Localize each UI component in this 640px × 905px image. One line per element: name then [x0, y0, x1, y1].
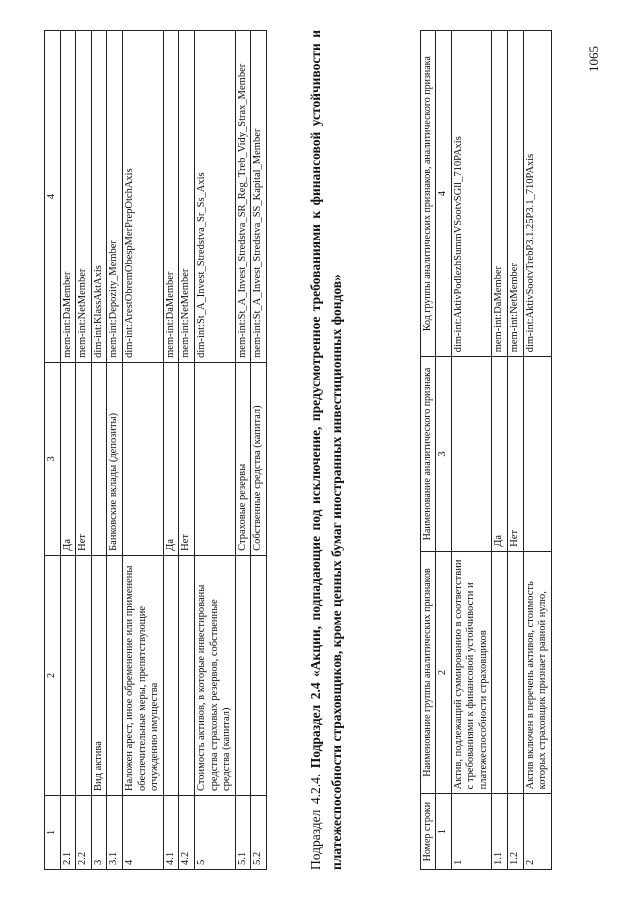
table-cell [107, 555, 123, 795]
table-cell: Вид актива [91, 555, 107, 795]
table-cell: 2 [523, 794, 551, 870]
table-cell: 5.2 [251, 796, 267, 870]
table-cell: Актив включен в перечень активов, стоимость которых страховщик признает равной нулю, [523, 551, 551, 794]
table-header-row [421, 31, 436, 870]
table-cell: dim-int:KlassAktAxis [91, 31, 107, 363]
table-row [507, 31, 523, 870]
column-number-row [436, 31, 452, 870]
table-cell: mem-int:NetMember [179, 31, 195, 363]
table-body [451, 31, 551, 870]
table-cell: Наложен арест, иное обременение или применены обеспечительные меры, препятствующие отчуждению имущества [122, 555, 163, 795]
table-cell [163, 555, 179, 795]
table-cell: Да [60, 362, 76, 555]
table-cell: 3.1 [107, 796, 123, 870]
table-cell: mem-int:Depozity_Member [107, 31, 123, 363]
table-row [60, 31, 76, 870]
header-cell: 3 [45, 362, 61, 555]
table-cell [507, 551, 523, 794]
table-cell [492, 551, 508, 794]
table-row [91, 31, 107, 870]
table-cell [122, 362, 163, 555]
table-cell: Актив, подлежащий суммированию в соответствии с требованиями к финансовой устойчивости и платежеспособности страховщиков [451, 551, 492, 794]
table-cell: 1.1 [492, 794, 508, 870]
table-cell [251, 555, 267, 795]
table-cell: Собственные средства (капитал) [251, 362, 267, 555]
analytic-table-2-4 [420, 30, 552, 870]
table-cell [60, 555, 76, 795]
table-cell: mem-int:NetMember [76, 31, 92, 363]
table-cell: 4 [122, 796, 163, 870]
table-cell [91, 362, 107, 555]
section-heading [306, 30, 348, 870]
table-cell: dim-int:ArestObremObespMerPrepOtchAxis [122, 31, 163, 363]
table-header-row [45, 31, 61, 870]
header-cell: 2 [45, 555, 61, 795]
header-cell: Номер строки [421, 794, 436, 870]
table-cell: Банковские вклады (депозиты) [107, 362, 123, 555]
table-cell: mem-int:NetMember [507, 31, 523, 357]
table-cell: 4.2 [179, 796, 195, 870]
table-body [60, 31, 266, 870]
rotated-content [44, 30, 604, 870]
table-cell: mem-int:St_A_Invest_Stredstva_SS_Kapital_Member [251, 31, 267, 363]
table-cell: dim-int:AktivPodlezhSummVSootvSGll_710PAxis [451, 31, 492, 357]
table-row [76, 31, 92, 870]
table-cell [235, 555, 251, 795]
table-cell: Нет [76, 362, 92, 555]
page-number: 1065 [586, 46, 601, 72]
table-cell: 1.2 [507, 794, 523, 870]
table-cell: Страховые резервы [235, 362, 251, 555]
table-cell: 3 [91, 796, 107, 870]
heading-lead: Подраздел 4.2.4. [308, 773, 323, 870]
table-cell: Да [163, 362, 179, 555]
column-number: 1 [436, 794, 452, 870]
table-cell: Да [492, 357, 508, 551]
column-number: 4 [436, 31, 452, 357]
table-cell: Нет [179, 362, 195, 555]
table-row [163, 31, 179, 870]
table-row [194, 31, 235, 870]
table-cell: mem-int:DaMember [492, 31, 508, 357]
heading-title: Подраздел 2.4 «Акции, подпадающие под исключение, предусмотренное требованиями к финансовой устойчивости и платежеспособности страховщиков, кроме ценных бумаг иностранных инвестиционных фондов» [308, 30, 344, 870]
header-cell: Наименование группы аналитических признаков [421, 551, 436, 794]
table-row [122, 31, 163, 870]
header-cell: Код группы аналитических признаков, аналитического признака [421, 31, 436, 357]
table-cell: mem-int:DaMember [163, 31, 179, 363]
table-cell [523, 357, 551, 551]
table-cell [76, 555, 92, 795]
table-row [251, 31, 267, 870]
header-cell: 1 [45, 796, 61, 870]
table-cell: Стоимость активов, в которые инвестированы средства страховых резервов, собственные средства (капитал) [194, 555, 235, 795]
table-row [235, 31, 251, 870]
table-cell: 2.1 [60, 796, 76, 870]
column-number: 3 [436, 357, 452, 551]
table-cell: 2.2 [76, 796, 92, 870]
table-row [451, 31, 492, 870]
analytic-table-continued [44, 30, 267, 870]
table-cell: mem-int:DaMember [60, 31, 76, 363]
table-cell: 5 [194, 796, 235, 870]
table-cell: Нет [507, 357, 523, 551]
header-cell: Наименование аналитического признака [421, 357, 436, 551]
table-cell: 5.1 [235, 796, 251, 870]
table-cell: 1 [451, 794, 492, 870]
table-row [523, 31, 551, 870]
table-cell [451, 357, 492, 551]
table-cell: dim-int:St_A_Invest_Stredstva_Sr_Ss_Axis [194, 31, 235, 363]
header-cell: 4 [45, 31, 61, 363]
table-cell: mem-int:St_A_Invest_Stredstva_SR_Reg_Treb_Vidy_Strax_Member [235, 31, 251, 363]
table-cell [179, 555, 195, 795]
table-cell [194, 362, 235, 555]
table-row [179, 31, 195, 870]
table-row [107, 31, 123, 870]
column-number: 2 [436, 551, 452, 794]
table-cell: dim-int:AktivSootvTrebP3.1.25P3.1_710PAxis [523, 31, 551, 357]
table-cell: 4.1 [163, 796, 179, 870]
table-row [492, 31, 508, 870]
